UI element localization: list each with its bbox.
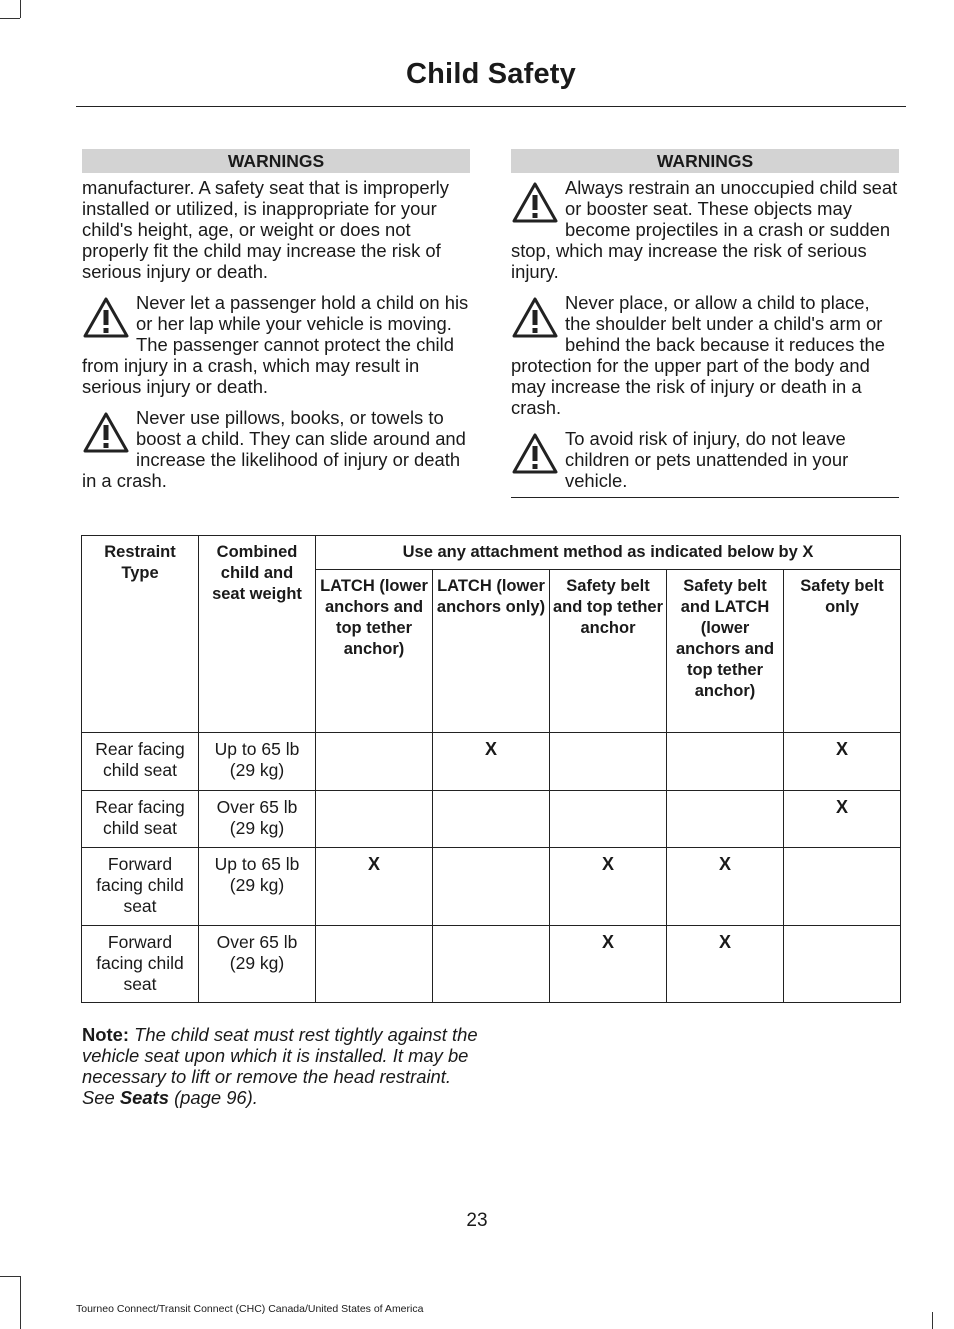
table-row <box>82 791 901 848</box>
method-mark-cell <box>667 791 784 848</box>
title-rule <box>76 106 906 107</box>
page-title: Child Safety <box>406 58 576 90</box>
warning-triangle-icon <box>82 296 134 340</box>
warning-item <box>511 177 899 282</box>
weight-cell: Over 65 lb (29 kg) <box>199 926 316 1003</box>
method-mark-cell <box>433 848 550 926</box>
footer-text: Tourneo Connect/Transit Connect (CHC) Canada/United States of America <box>76 1303 424 1315</box>
weight-cell: Over 65 lb (29 kg) <box>199 791 316 848</box>
warning-text: Never use pillows, books, or towels to boost a child. They can slide around and increase the likelihood of injury or death in a crash. <box>82 407 466 491</box>
warning-item <box>511 428 899 491</box>
method-mark-cell <box>550 733 667 791</box>
warning-text: To avoid risk of injury, do not leave children or pets unattended in your vehicle. <box>565 428 849 491</box>
method-mark-cell: X <box>550 926 667 1003</box>
warning-triangle-icon <box>82 411 134 455</box>
note-paragraph <box>82 1024 482 1108</box>
attachment-method-table <box>81 535 901 1003</box>
warnings-end-rule <box>511 497 899 498</box>
warning-triangle-icon <box>511 181 563 225</box>
method-mark-cell <box>784 926 901 1003</box>
note-text: The child seat must rest tightly against the vehicle seat upon which it is installed. It may be necessary to lift or remove the head restraint. See <box>82 1024 478 1108</box>
header-method: Safety belt and top tether anchor <box>550 570 667 733</box>
method-mark-cell <box>550 791 667 848</box>
page-number: 23 <box>466 1210 488 1231</box>
restraint-type-cell: Rear facing child seat <box>82 791 199 848</box>
warning-item <box>82 292 470 397</box>
crop-mark <box>20 1276 21 1329</box>
warnings-heading: WARNINGS <box>82 149 470 173</box>
warning-intro-text: manufacturer. A safety seat that is improperly installed or utilized, is inappropriate for your child's height, age, or weight or does not properly fit the child may increase the risk of serious injury or death. <box>82 177 449 282</box>
header-method: Safety belt and LATCH (lower anchors and top tether anchor) <box>667 570 784 733</box>
method-mark-cell: X <box>784 733 901 791</box>
header-combined-weight: Combined child and seat weight <box>199 536 316 733</box>
crop-mark <box>20 0 21 18</box>
method-mark-cell: X <box>550 848 667 926</box>
header-attachment-group: Use any attachment method as indicated below by X <box>316 536 901 570</box>
table-row <box>82 848 901 926</box>
crop-mark <box>932 1312 933 1329</box>
method-mark-cell <box>433 926 550 1003</box>
weight-cell: Up to 65 lb (29 kg) <box>199 733 316 791</box>
warning-text: Never let a passenger hold a child on his or her lap while your vehicle is moving. The passenger cannot protect the child from injury in a crash, which may result in serious injury or death. <box>82 292 469 397</box>
header-restraint-type: Restraint Type <box>82 536 199 733</box>
table-header-row <box>82 536 901 570</box>
method-mark-cell <box>784 848 901 926</box>
header-method: LATCH (lower anchors only) <box>433 570 550 733</box>
method-mark-cell <box>316 733 433 791</box>
right-warnings-column <box>511 149 899 498</box>
left-warnings-column <box>82 149 470 501</box>
method-mark-cell: X <box>316 848 433 926</box>
method-mark-cell <box>667 733 784 791</box>
table-row <box>82 733 901 791</box>
warning-item <box>82 407 470 491</box>
warning-text: Always restrain an unoccupied child seat or booster seat. These objects may become projectiles in a crash or sudden stop, which may increase the risk of serious injury. <box>511 177 898 282</box>
method-mark-cell: X <box>784 791 901 848</box>
header-method: LATCH (lower anchors and top tether anchor) <box>316 570 433 733</box>
warning-triangle-icon <box>511 432 563 476</box>
header-method: Safety belt only <box>784 570 901 733</box>
method-mark-cell: X <box>667 926 784 1003</box>
seats-reference-link[interactable]: Seats <box>119 1087 169 1108</box>
warning-text: Never place, or allow a child to place, the shoulder belt under a child's arm or behind the back because it reduces the protection for the upper part of the body and may increase the risk of injury or death in a crash. <box>511 292 886 418</box>
note-label: Note: <box>82 1024 129 1045</box>
note-page-ref: (page 96). <box>174 1087 258 1108</box>
table-row <box>82 926 901 1003</box>
method-mark-cell <box>433 791 550 848</box>
method-mark-cell <box>316 791 433 848</box>
weight-cell: Up to 65 lb (29 kg) <box>199 848 316 926</box>
warning-item <box>511 292 899 418</box>
restraint-type-cell: Rear facing child seat <box>82 733 199 791</box>
crop-mark <box>0 1276 20 1277</box>
method-mark-cell: X <box>667 848 784 926</box>
warning-triangle-icon <box>511 296 563 340</box>
method-mark-cell <box>316 926 433 1003</box>
crop-mark <box>0 18 20 19</box>
warnings-heading: WARNINGS <box>511 149 899 173</box>
restraint-type-cell: Forward facing child seat <box>82 848 199 926</box>
restraint-type-cell: Forward facing child seat <box>82 926 199 1003</box>
method-mark-cell: X <box>433 733 550 791</box>
